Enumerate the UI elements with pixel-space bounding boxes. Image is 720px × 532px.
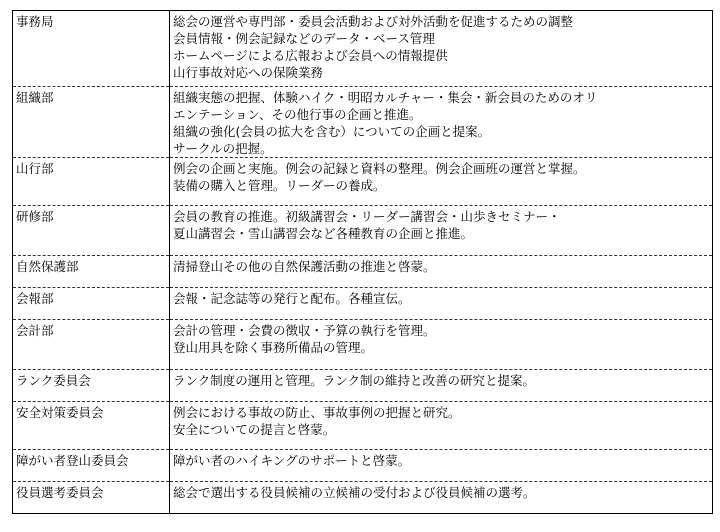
- duty-line: 装備の購入と管理。リーダーの養成。: [173, 178, 386, 193]
- department-name: 役員選考委員会: [13, 482, 170, 514]
- duty-line: 障がい者のハイキングのサポートと啓蒙。: [173, 453, 411, 468]
- table-row: [13, 158, 713, 206]
- duty-line: ホームページによる広報および会員への情報提供: [173, 48, 448, 63]
- table-row: [13, 450, 713, 482]
- department-duties: [170, 320, 713, 370]
- table-row: [13, 256, 713, 288]
- duty-line: 夏山講習会・雪山講習会など各種教育の企画と推進。: [173, 226, 474, 241]
- department-duties: [170, 482, 713, 514]
- table-row: [13, 320, 713, 370]
- table-row: [13, 288, 713, 320]
- department-duties: [170, 402, 713, 450]
- department-duties: [170, 450, 713, 482]
- duty-line: 総会の運営や専門部・委員会活動および対外活動を促進するための調整: [173, 14, 574, 29]
- duty-line: 登山用具を除く事務所備品の管理。: [173, 340, 374, 355]
- department-name: 事務局: [13, 11, 170, 87]
- department-name: 障がい者登山委員会: [13, 450, 170, 482]
- department-name: ランク委員会: [13, 370, 170, 402]
- department-duties: [170, 370, 713, 402]
- table-row: [13, 11, 713, 87]
- duty-line: 会員情報・例会記録などのデータ・ベース管理: [173, 31, 435, 46]
- department-duties: [170, 158, 713, 206]
- duty-line: 組織実態の把握、体験ハイク・明昭カルチャー・集会・新会員のためのオリ: [173, 90, 598, 105]
- duty-line: 組織の強化(会員の拡大を含む）についての企画と提案。: [173, 124, 491, 139]
- department-duties: [170, 288, 713, 320]
- department-name: 安全対策委員会: [13, 402, 170, 450]
- department-name: 組織部: [13, 87, 170, 158]
- duty-line: エンテーション、その他行事の企画と推進。: [173, 107, 422, 122]
- duty-line: 安全についての提言と啓蒙。: [173, 422, 336, 437]
- duty-line: 会報・記念誌等の発行と配布。各種宣伝。: [173, 291, 411, 306]
- table-row: [13, 370, 713, 402]
- duty-line: 例会における事故の防止、事故事例の把握と研究。: [173, 405, 461, 420]
- department-duties: [170, 11, 713, 87]
- duty-line: 総会で選出する役員候補の立候補の受付および役員候補の選考。: [173, 485, 536, 500]
- role-table-sheet: [12, 10, 712, 520]
- department-name: 山行部: [13, 158, 170, 206]
- department-duties: [170, 256, 713, 288]
- department-name: 会計部: [13, 320, 170, 370]
- duty-line: 清掃登山その他の自然保護活動の推進と啓蒙。: [173, 259, 436, 274]
- duty-line: 会計の管理・会費の徴収・予算の執行を管理。: [173, 323, 436, 338]
- table-row: [13, 482, 713, 514]
- department-name: 研修部: [13, 206, 170, 256]
- duty-line: 会員の教育の推進。初級講習会・リーダー講習会・山歩きセミナー・: [173, 209, 561, 224]
- duty-line: 例会の企画と実施。例会の記録と資料の整理。例会企画班の運営と掌握。: [173, 161, 586, 176]
- table-row: [13, 402, 713, 450]
- table-row: [13, 206, 713, 256]
- department-duties: [170, 206, 713, 256]
- table-row: [13, 87, 713, 158]
- department-duties-table: [12, 10, 713, 514]
- department-name: 自然保護部: [13, 256, 170, 288]
- department-duties: [170, 87, 713, 158]
- duty-line: 山行事故対応への保険業務: [173, 65, 324, 80]
- duty-line: サークルの把握。: [173, 141, 273, 156]
- department-name: 会報部: [13, 288, 170, 320]
- duty-line: ランク制度の運用と管理。ランク制の維持と改善の研究と提案。: [173, 373, 536, 388]
